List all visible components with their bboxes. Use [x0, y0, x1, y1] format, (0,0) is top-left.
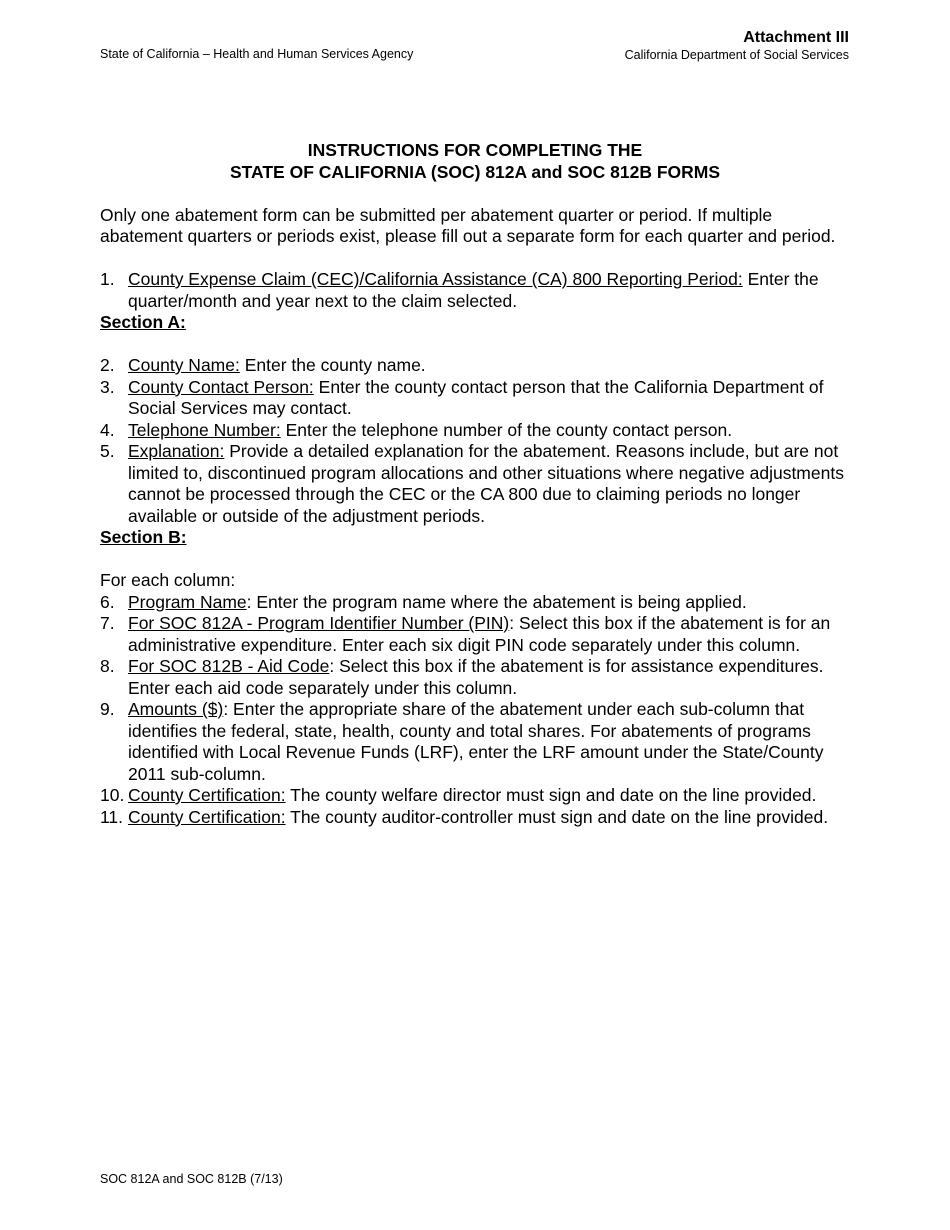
- item-label: Program Name: [128, 591, 247, 612]
- item-label: County Expense Claim (CEC)/California Assistance (CA) 800 Reporting Period:: [128, 269, 743, 289]
- item-number: 2.: [100, 355, 115, 375]
- item-label: County Certification:: [128, 806, 286, 827]
- item-text: : Select this box if the abatement is for an administrative expenditure. Enter each six digit PIN code separately under this column.: [128, 613, 831, 655]
- list-item: [100, 807, 850, 829]
- list-item: [100, 592, 850, 614]
- title-line-1: INSTRUCTIONS FOR COMPLETING THE: [307, 140, 643, 160]
- item-text: Provide a detailed explanation for the abatement. Reasons include, but are not limited to, discontinued program allocations and other situations where negative adjustments cannot be processed through the CEC or the CA 800 due to claiming periods no longer available or outside of the adjustment periods.: [128, 441, 844, 526]
- intro-paragraph: Only one abatement form can be submitted per abatement quarter or period. If multiple abatement quarters or periods exist, please fill out a separate form for each quarter and period.: [100, 204, 836, 246]
- list-item: [100, 269, 850, 312]
- header-right: [625, 28, 849, 63]
- section-b-list: [100, 592, 850, 829]
- item-number: 9.: [100, 699, 115, 719]
- section-b-lead: For each column:: [100, 570, 236, 590]
- department-name: California Department of Social Services: [624, 48, 849, 62]
- item-number: 5.: [100, 441, 115, 461]
- item-text: Enter the telephone number of the county contact person.: [280, 419, 733, 440]
- item-number: 7.: [100, 613, 115, 633]
- item-text: Enter the county name.: [239, 355, 426, 375]
- list-item: [100, 699, 850, 785]
- item-text: The county welfare director must sign and date on the line provided.: [285, 785, 817, 805]
- page-title: [100, 140, 850, 183]
- item-label: Telephone Number:: [128, 419, 281, 440]
- section-a-heading: Section A:: [100, 312, 186, 332]
- item-number: 3.: [100, 376, 115, 397]
- item-list-1: [100, 269, 850, 312]
- item-number: 11.: [100, 806, 124, 827]
- title-line-2: STATE OF CALIFORNIA (SOC) 812A and SOC 812B FORMS: [229, 161, 721, 182]
- list-item: [100, 355, 850, 377]
- item-text: : Select this box if the abatement is for assistance expenditures. Enter each aid code separately under this column.: [128, 656, 824, 698]
- item-label: Amounts ($): [128, 699, 224, 719]
- form-footer: SOC 812A and SOC 812B (7/13): [100, 1172, 283, 1186]
- item-label: County Certification:: [128, 785, 286, 805]
- list-item: [100, 377, 850, 420]
- item-text: The county auditor-controller must sign and date on the line provided.: [285, 806, 829, 827]
- item-label: County Name:: [128, 355, 240, 375]
- attachment-label: Attachment III: [743, 29, 849, 46]
- item-text: : Enter the appropriate share of the abatement under each sub-column that identifies the federal, state, health, county and total shares. For abatements of programs identified with Local Revenue Funds (LRF), enter the LRF amount under the State/County 2011 sub-column.: [128, 699, 824, 784]
- item-text: Enter the county contact person that the California Department of Social Services may contact.: [128, 376, 824, 418]
- item-label: Explanation:: [128, 441, 225, 461]
- list-item: [100, 441, 850, 527]
- list-item: [100, 656, 850, 699]
- agency-header: State of California – Health and Human Services Agency: [100, 47, 414, 61]
- section-b-heading: Section B:: [100, 527, 187, 547]
- item-number: 4.: [100, 419, 115, 440]
- list-item: [100, 613, 850, 656]
- item-number: 8.: [100, 656, 115, 676]
- item-text: Enter the quarter/month and year next to the claim selected.: [128, 269, 819, 311]
- item-number: 6.: [100, 591, 115, 612]
- list-item: [100, 785, 850, 807]
- list-item: [100, 420, 850, 442]
- item-text: : Enter the program name where the abatement is being applied.: [246, 591, 747, 612]
- item-label: County Contact Person:: [128, 376, 314, 397]
- item-number: 10.: [100, 785, 125, 805]
- item-label: For SOC 812B - Aid Code: [128, 656, 330, 676]
- document-body: [100, 140, 850, 828]
- section-a-list: [100, 355, 850, 527]
- item-label: For SOC 812A - Program Identifier Number (PIN): [128, 613, 510, 633]
- item-number: 1.: [100, 269, 115, 289]
